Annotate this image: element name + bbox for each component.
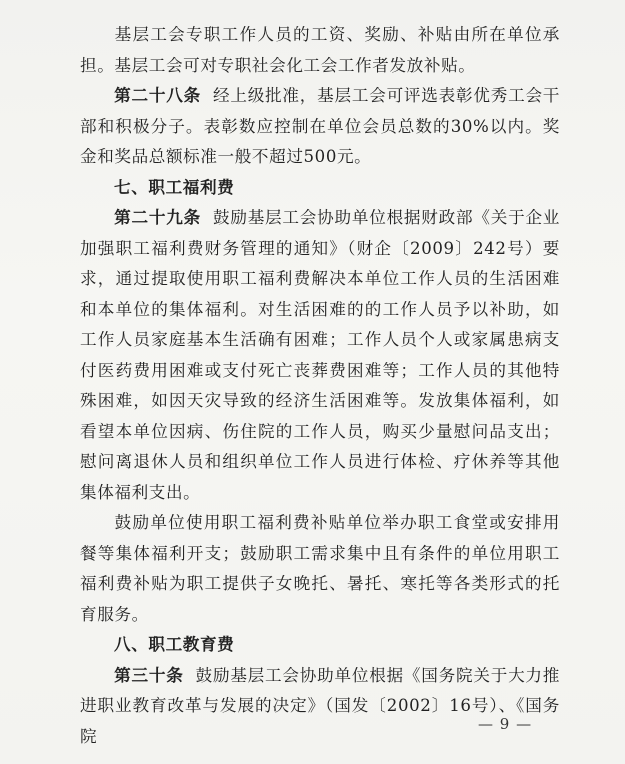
paragraph-text: 鼓励单位使用职工福利费补贴单位举办职工食堂或安排用餐等集体福利开支；鼓励职工需求集中且有条件的单位用职工福利费补贴为职工提供子女晚托、暑托、寒托等各类形式的托育服务。 [80,513,560,624]
section-heading-education: 八、职工教育费 [114,635,235,654]
paragraph-article-28 [80,81,560,173]
paragraph-article-30 [80,661,560,753]
section-heading-welfare: 七、职工福利费 [114,177,235,197]
paragraph-welfare-subsidy [80,508,560,630]
paragraph-article-29 [80,203,560,508]
paragraph-text: 基层工会专职工作人员的工资、奖励、补贴由所在单位承担。基层工会可对专职社会化工会工作者发放补贴。 [80,25,560,75]
paragraph-text: 鼓励基层工会协助单位根据财政部《关于企业加强职工福利费财务管理的通知》（财企〔2009〕242号）要求，通过提取使用职工福利费解决本单位工作人员的生活困难和本单位的集体福利。对生活困难的的工作人员予以补助，如工作人员家庭基本生活确有困难；工作人员个人或家属患病支付医药费用困难或支付死亡丧葬费困难等；工作人员的其他特殊困难，如因天灾导致的经济生活困难等。发放集体福利，如看望本单位因病、伤住院的工作人员，购买少量慰问品支出；慰问离退休人员和组织单位工作人员进行体检、疗休养等其他集体福利支出。 [80,208,561,502]
paragraph-text: 鼓励基层工会协助单位根据《国务院关于大力推进职业教育改革与发展的决定》（国发〔2002〕16号）、《国务院 [80,665,560,746]
article-number: 第三十条 [114,665,184,685]
paragraph-staff-wages [80,20,560,81]
page-number: — 9 — [478,715,533,733]
article-number: 第二十九条 [114,208,201,227]
paragraph-text: 经上级批准，基层工会可评选表彰优秀工会干部和积极分子。表彰数应控制在单位会员总数的30%以内。奖金和奖品总额标准一般不超过500元。 [80,86,561,166]
document-body [80,20,560,752]
article-number: 第二十八条 [114,86,201,105]
